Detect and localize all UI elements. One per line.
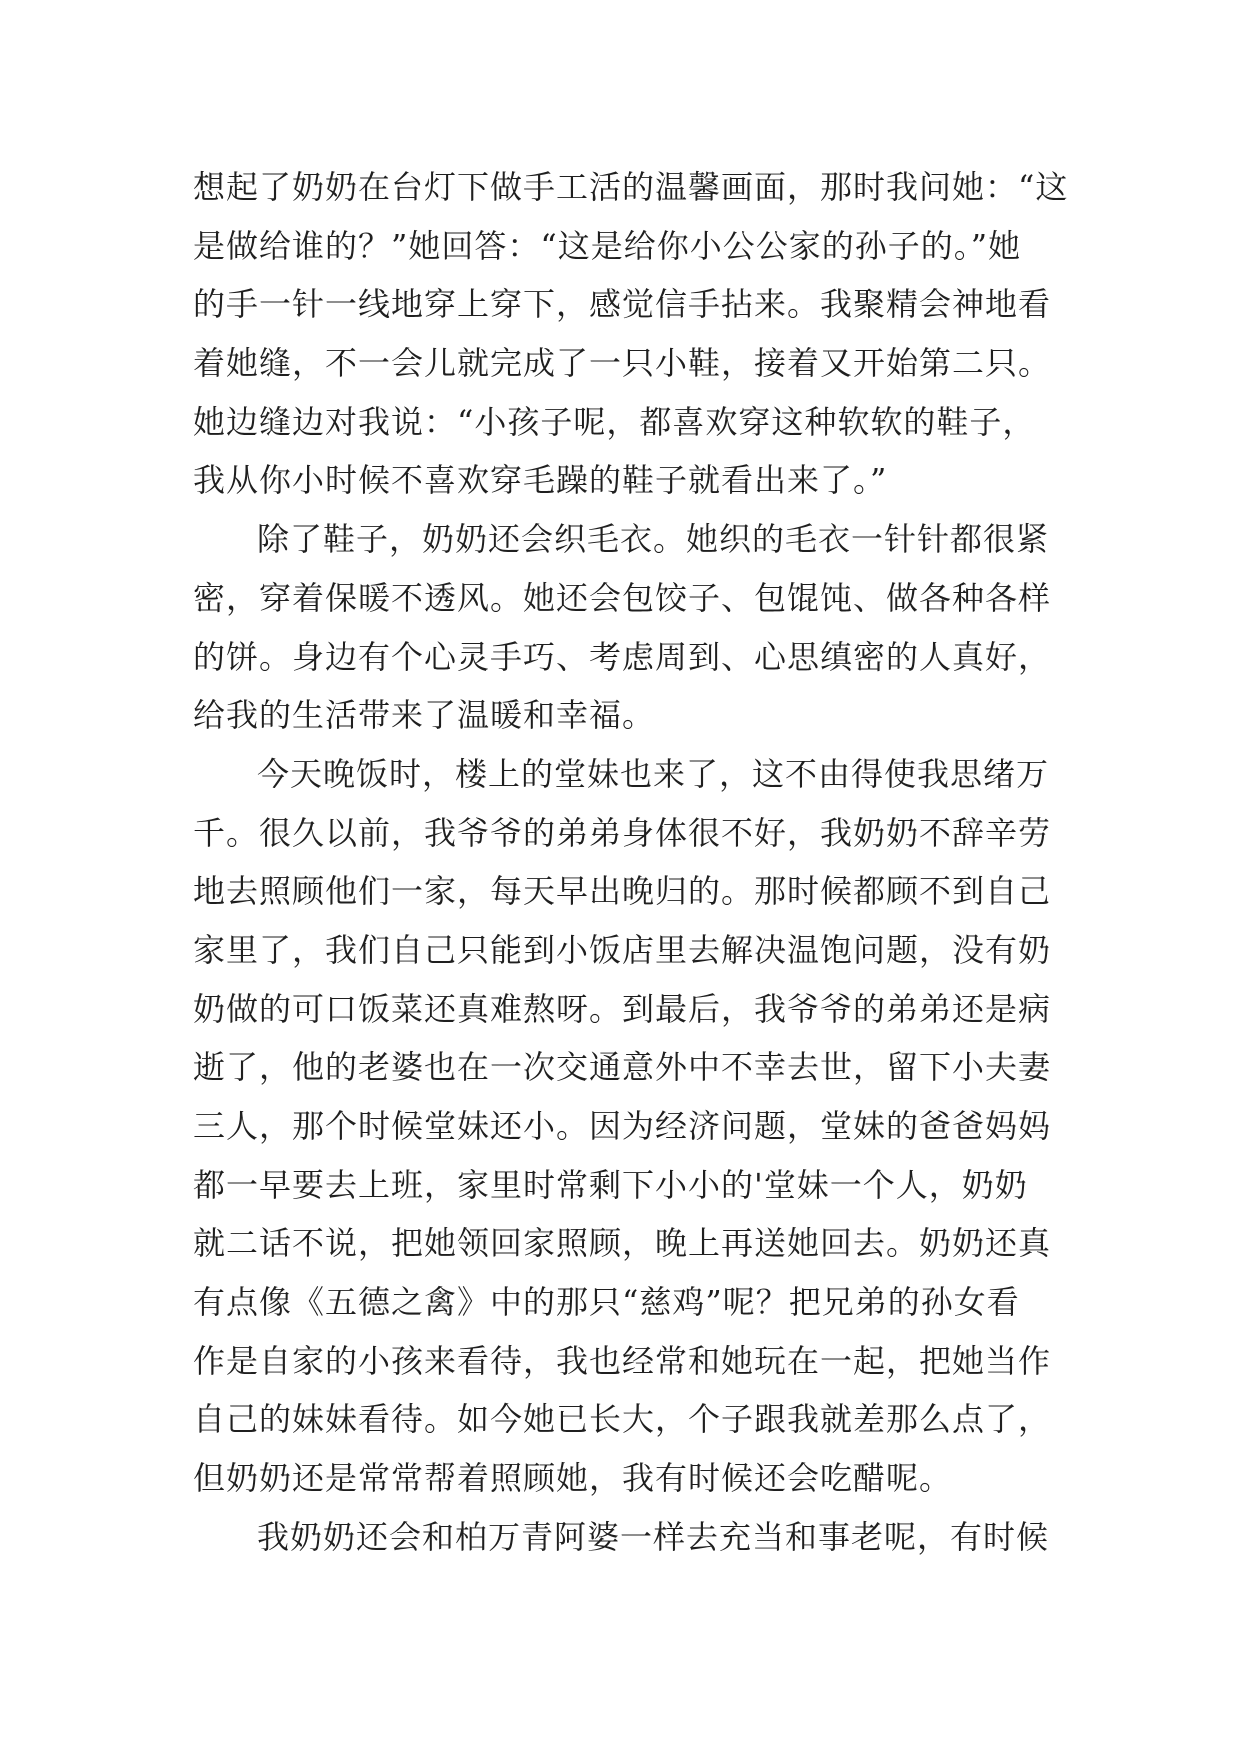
- text-line: 作是自家的小孩来看待，我也经常和她玩在一起，把她当作: [193, 1341, 1052, 1380]
- paragraph-3: [193, 745, 1073, 1508]
- document-body: [193, 158, 1073, 1567]
- text-line: 我奶奶还会和柏万青阿婆一样去充当和事老呢，有时候: [257, 1517, 1050, 1556]
- text-line: 逝了，他的老婆也在一次交通意外中不幸去世，留下小夫妻: [193, 1048, 1052, 1087]
- text-line: 密，穿着保暖不透风。她还会包饺子、包馄饨、做各种各样: [193, 578, 1052, 617]
- text-line: 的手一针一线地穿上穿下，感觉信手拈来。我聚精会神地看: [193, 285, 1052, 324]
- text-line: 家里了，我们自己只能到小饭店里去解决温饱问题，没有奶: [193, 930, 1052, 969]
- text-line: 今天晚饭时，楼上的堂妹也来了，这不由得使我思绪万: [257, 754, 1050, 793]
- text-line: 的饼。身边有个心灵手巧、考虑周到、心思缜密的人真好，: [193, 637, 1052, 676]
- text-line: 给我的生活带来了温暖和幸福。: [193, 696, 656, 735]
- text-line: 都一早要去上班，家里时常剩下小小的'堂妹一个人，奶奶: [193, 1165, 1028, 1204]
- text-line: 有点像《五德之禽》中的那只“慈鸡”呢？把兄弟的孙女看: [193, 1283, 1020, 1322]
- text-line: 想起了奶奶在台灯下做手工活的温馨画面，那时我问她：“这: [193, 168, 1069, 206]
- text-line: 地去照顾他们一家，每天早出晚归的。那时候都顾不到自己: [193, 872, 1052, 911]
- text-line: 千。很久以前，我爷爷的弟弟身体很不好，我奶奶不辞辛劳: [193, 813, 1052, 852]
- text-line: 自己的妹妹看待。如今她已长大，个子跟我就差那么点了，: [193, 1400, 1052, 1439]
- text-line: 她边缝边对我说：“小孩子呢，都喜欢穿这种软软的鞋子，: [193, 402, 1036, 441]
- text-line: 是做给谁的？”她回答：“这是给你小公公家的孙子的。”她: [193, 226, 1022, 265]
- text-line: 就二话不说，把她领回家照顾，晚上再送她回去。奶奶还真: [193, 1224, 1052, 1263]
- paragraph-2: [193, 510, 1073, 745]
- text-line: 但奶奶还是常常帮着照顾她，我有时候还会吃醋呢。: [193, 1459, 953, 1498]
- text-line: 三人，那个时候堂妹还小。因为经济问题，堂妹的爸爸妈妈: [193, 1107, 1052, 1145]
- text-line: 除了鞋子，奶奶还会织毛衣。她织的毛衣一针针都很紧: [257, 520, 1050, 559]
- paragraph-1: [193, 158, 1073, 510]
- text-line: 奶做的可口饭菜还真难熬呀。到最后，我爷爷的弟弟还是病: [193, 989, 1052, 1028]
- text-line: 我从你小时候不喜欢穿毛躁的鞋子就看出来了。”: [193, 461, 888, 500]
- paragraph-4: [193, 1508, 1073, 1567]
- text-line: 着她缝，不一会儿就完成了一只小鞋，接着又开始第二只。: [193, 344, 1052, 383]
